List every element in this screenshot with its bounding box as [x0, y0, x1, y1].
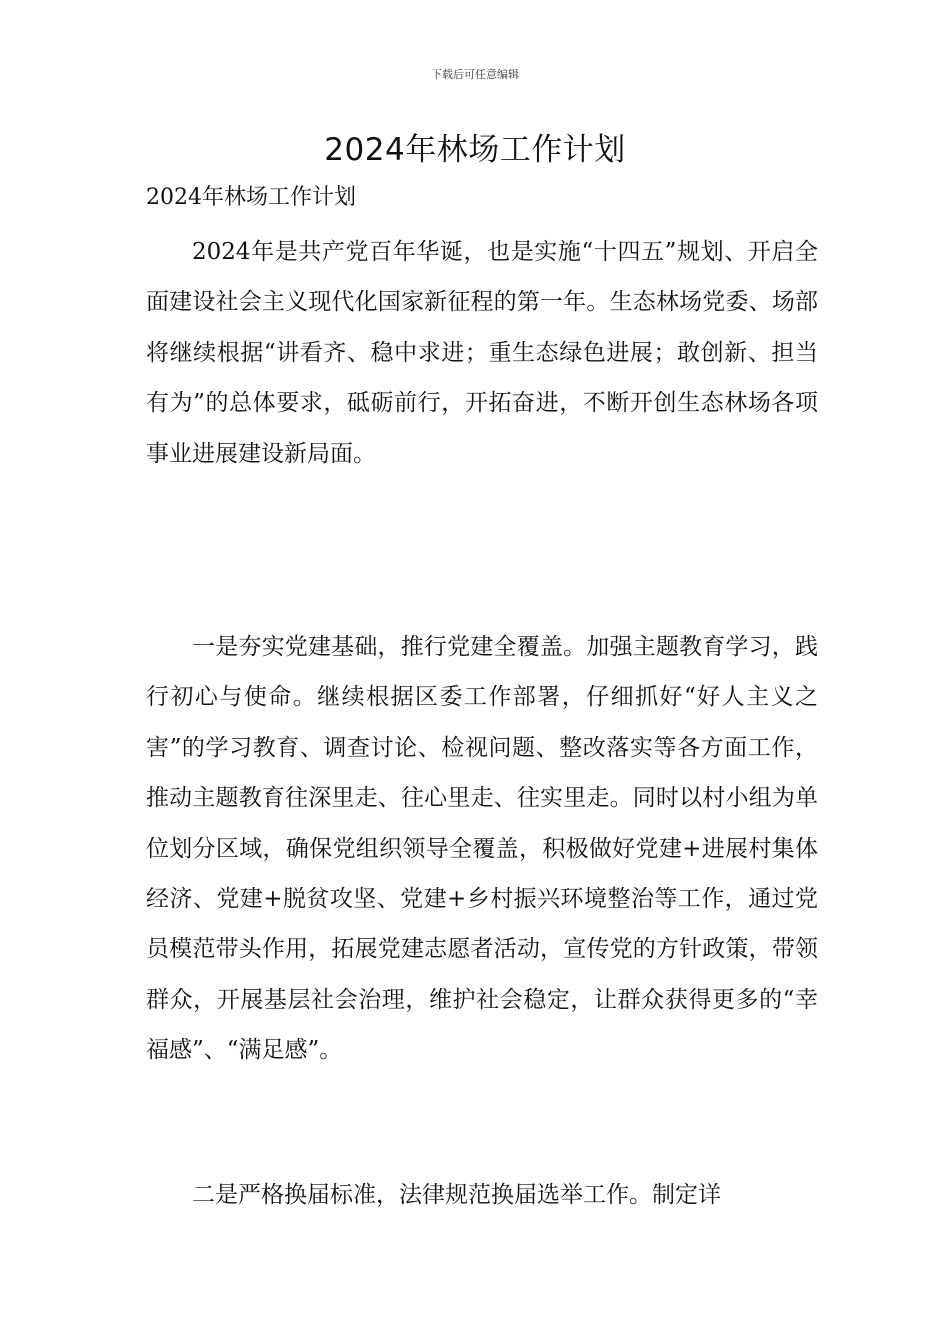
paragraph-2: 一是夯实党建基础，推行党建全覆盖。加强主题教育学习，践行初心与使命。继续根据区委工作部署，仔细抓好“好人主义之害”的学习教育、调查讨论、检视问题、整改落实等各方面工作，推动主题教育往深里走、往心里走、往实里走。同时以村小组为单位划分区域，确保党组织领导全覆盖，积极做好党建+进展村集体经济、党建+脱贫攻坚、党建+乡村振兴环境整治等工作，通过党员模范带头作用，拓展党建志愿者活动，宣传党的方针政策，带领群众，开展基层社会治理，维护社会稳定，让群众获得更多的“幸福感”、“满足感”。: [146, 634, 818, 1064]
paragraph-3: 二是严格换届标准，法律规范换届选举工作。制定详: [192, 1182, 721, 1208]
document-title: 2024年林场工作计划: [324, 132, 626, 168]
document-subtitle: 2024年林场工作计划: [146, 185, 356, 210]
header-note: 下载后可任意编辑: [431, 68, 519, 81]
paragraph-1: 2024年是共产党百年华诞，也是实施“十四五”规划、开启全面建设社会主义现代化国家新征程的第一年。生态林场党委、场部将继续根据“讲看齐、稳中求进；重生态绿色进展；敢创新、担当有为”的总体要求，砥砺前行，开拓奋进，不断开创生态林场各项事业进展建设新局面。: [146, 239, 818, 467]
